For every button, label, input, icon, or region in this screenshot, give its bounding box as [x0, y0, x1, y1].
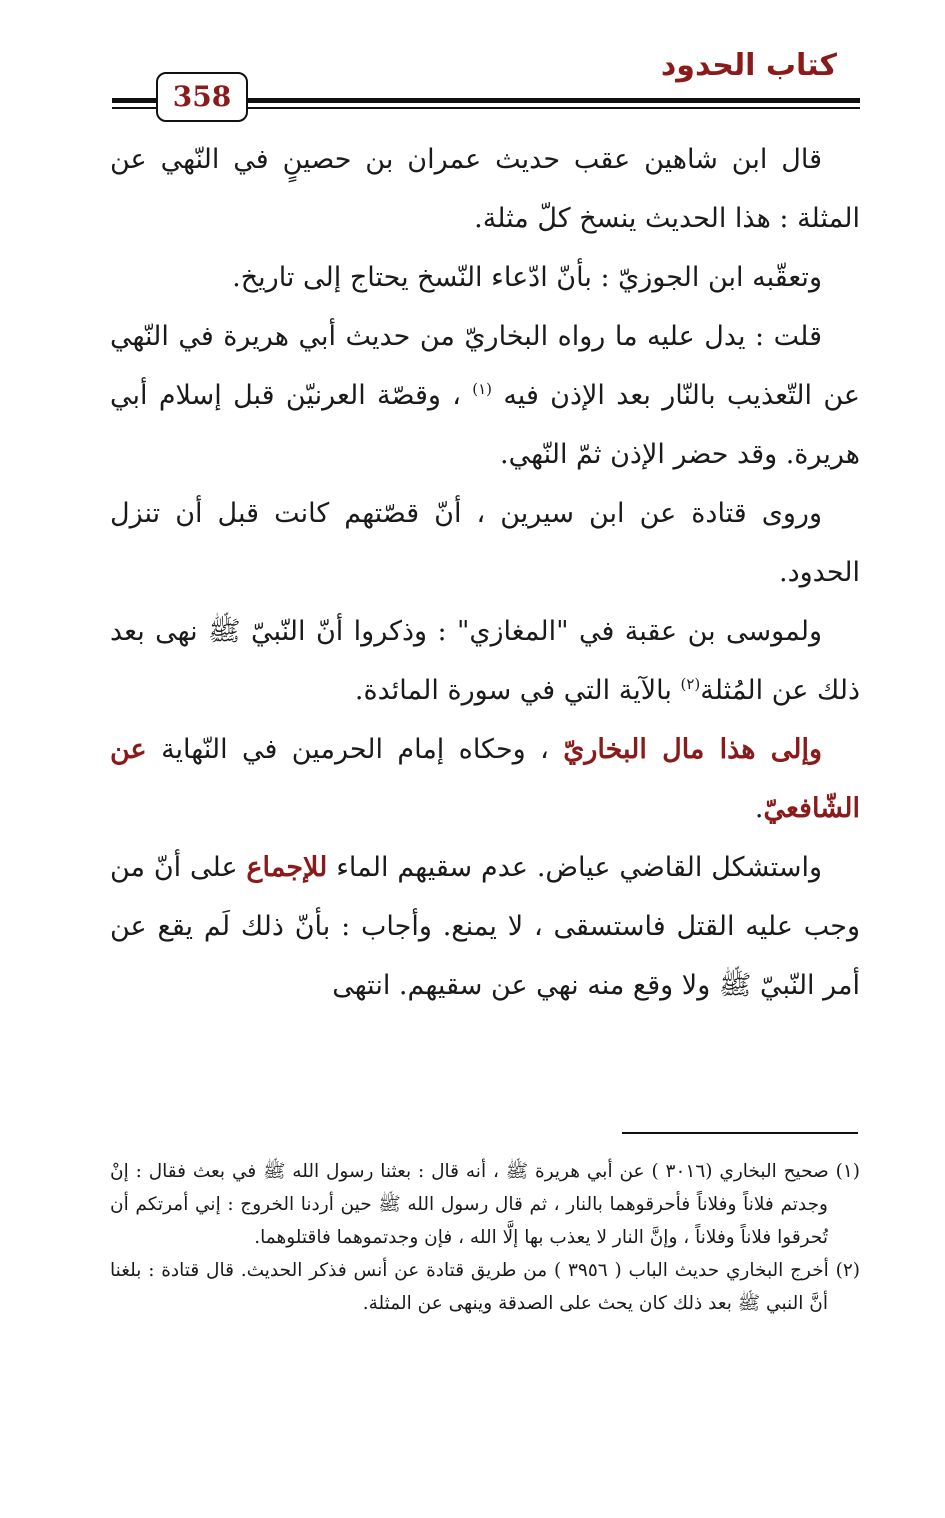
footnote-2: (٢) أخرج البخاري حديث الباب ( ٣٩٥٦ ) من طريق قتادة عن أنس فذكر الحديث. قال قتادة : بلغنا أنَّ النبي ﷺ بعد ذلك كان يحث على الصدقة وينهى عن المثلة.: [110, 1260, 860, 1314]
paragraph-3-part-a: قلت : يدل عليه ما رواه البخاريّ من حديث أبي هريرة في النّهي عن التّعذيب بالنّار بعد الإذن فيه: [110, 321, 860, 411]
paragraph-7-part-b: على أنّ من وجب عليه القتل فاستسقى ، لا يمنع. وأجاب : بأنّ ذلك لَم يقع عن أمر النّبيّ ﷺ ولا وقع منه نهي عن سقيهم. انتهى: [110, 852, 860, 1001]
paragraph-7-part-a: واستشكل القاضي عياض. عدم سقيهم الماء: [336, 852, 822, 883]
paragraph-1: قال ابن شاهين عقب حديث عمران بن حصينٍ في النّهي عن المثلة : هذا الحديث ينسخ كلّ مثلة.: [110, 144, 860, 234]
highlight-bukhari: وإلى هذا مال البخاريّ: [563, 734, 822, 765]
footnote-divider: [622, 1132, 858, 1134]
footnotes: [110, 1155, 860, 1320]
paragraph-3-part-b: ، وقصّة العرنيّن قبل إسلام أبي هريرة. وقد حضر الإذن ثمّ النّهي.: [110, 380, 860, 470]
paragraph-2: وتعقّبه ابن الجوزيّ : بأنّ ادّعاء النّسخ يحتاج إلى تاريخ.: [232, 262, 822, 293]
paragraph-4: وروى قتادة عن ابن سيرين ، أنّ قصّتهم كانت قبل أن تنزل الحدود.: [110, 498, 860, 588]
footnote-ref-2[interactable]: (٢): [680, 675, 701, 693]
highlight-ijma: للإجماع: [246, 852, 328, 883]
footnote-1: (١) صحيح البخاري (٣٠١٦ ) عن أبي هريرة ﷺ ، أنه قال : بعثنا رسول الله ﷺ في بعث فقال : إنْ وجدتم فلاناً وفلاناً فأحرقوهما بالنار ، ثم قال رسول الله ﷺ حين أردنا الخروج : إني أمرتكم أن تُحرقوا فلاناً وفلاناً ، وإنَّ النار لا يعذب بها إلَّا الله ، فإن وجدتموهما فاقتلوهما.: [110, 1161, 860, 1248]
paragraph-6-end: .: [754, 793, 764, 824]
paragraph-6: [110, 720, 860, 838]
footnote-ref-1[interactable]: (١): [472, 380, 493, 398]
main-text: [110, 130, 860, 1015]
paragraph-3: [110, 307, 860, 484]
chapter-title: كتاب الحدود: [660, 48, 837, 83]
highlight-shafii: عن الشّافعيّ: [110, 734, 860, 824]
paragraph-6-middle: ، وحكاه إمام الحرمين في النّهاية: [161, 734, 549, 765]
paragraph-5-part-a: ولموسى بن عقبة في "المغازي" : وذكروا أنّ النّبيّ ﷺ نهى بعد ذلك عن المُثلة: [110, 616, 860, 706]
page-number: 358: [156, 72, 248, 122]
paragraph-7: [110, 838, 860, 1015]
paragraph-5: [110, 602, 860, 720]
paragraph-5-part-b: بالآية التي في سورة المائدة.: [354, 675, 672, 706]
